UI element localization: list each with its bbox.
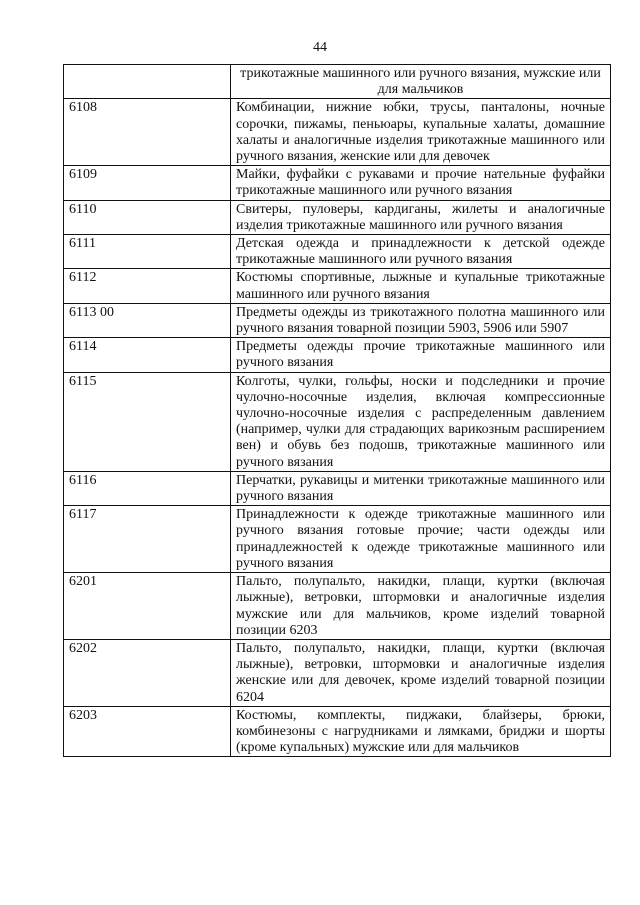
description-cell: Детская одежда и принадлежности к детской одежде трикотажные машинного или ручного вязания — [231, 235, 611, 269]
table-row — [64, 573, 611, 640]
code-cell — [64, 65, 231, 99]
description-cell: Пальто, полупальто, накидки, плащи, куртки (включая лыжные), ветровки, штормовки и аналогичные изделия мужские или для мальчиков, кроме изделий товарной позиции 6203 — [231, 573, 611, 640]
table-row — [64, 639, 611, 706]
table-row — [64, 303, 611, 337]
code-cell: 6201 — [64, 573, 231, 640]
table-row — [64, 99, 611, 166]
code-cell: 6110 — [64, 200, 231, 234]
code-cell: 6116 — [64, 471, 231, 505]
code-cell: 6111 — [64, 235, 231, 269]
code-cell: 6117 — [64, 506, 231, 573]
description-cell: Предметы одежды прочие трикотажные машинного или ручного вязания — [231, 338, 611, 372]
table-row — [64, 506, 611, 573]
table-row — [64, 65, 611, 99]
description-cell: Предметы одежды из трикотажного полотна машинного или ручного вязания товарной позиции 5903, 5906 или 5907 — [231, 303, 611, 337]
code-cell: 6202 — [64, 639, 231, 706]
table-row — [64, 269, 611, 303]
description-cell: трикотажные машинного или ручного вязания, мужские или для мальчиков — [231, 65, 611, 99]
code-cell: 6112 — [64, 269, 231, 303]
description-cell: Костюмы, комплекты, пиджаки, блайзеры, брюки, комбинезоны с нагрудниками и лямками, бриджи и шорты (кроме купальных) мужские или для мальчиков — [231, 706, 611, 757]
description-cell: Пальто, полупальто, накидки, плащи, куртки (включая лыжные), ветровки, штормовки и аналогичные изделия женские или для девочек, кроме изделий товарной позиции 6204 — [231, 639, 611, 706]
code-cell: 6114 — [64, 338, 231, 372]
code-cell: 6108 — [64, 99, 231, 166]
description-cell: Принадлежности к одежде трикотажные машинного или ручного вязания готовые прочие; части одежды или принадлежностей к одежде трикотажные машинного или ручного вязания — [231, 506, 611, 573]
table-row — [64, 338, 611, 372]
table-row — [64, 706, 611, 757]
description-cell: Костюмы спортивные, лыжные и купальные трикотажные машинного или ручного вязания — [231, 269, 611, 303]
table-row — [64, 166, 611, 200]
table-row — [64, 235, 611, 269]
code-cell: 6109 — [64, 166, 231, 200]
code-cell: 6203 — [64, 706, 231, 757]
description-cell: Колготы, чулки, гольфы, носки и подследники и прочие чулочно-носочные изделия, включая компрессионные чулочно-носочные изделия с распределенным давлением (например, чулки для страдающих варикозным расширением вен) и обувь без подошв, трикотажные машинного или ручного вязания — [231, 372, 611, 471]
description-cell: Комбинации, нижние юбки, трусы, панталоны, ночные сорочки, пижамы, пеньюары, купальные халаты, домашние халаты и аналогичные изделия трикотажные машинного или ручного вязания, женские или для девочек — [231, 99, 611, 166]
table-row — [64, 372, 611, 471]
description-cell: Перчатки, рукавицы и митенки трикотажные машинного или ручного вязания — [231, 471, 611, 505]
description-cell: Майки, фуфайки с рукавами и прочие нательные фуфайки трикотажные машинного или ручного вязания — [231, 166, 611, 200]
commodity-code-table — [63, 64, 611, 757]
code-cell: 6115 — [64, 372, 231, 471]
code-cell: 6113 00 — [64, 303, 231, 337]
table-row — [64, 471, 611, 505]
description-cell: Свитеры, пуловеры, кардиганы, жилеты и аналогичные изделия трикотажные машинного или ручного вязания — [231, 200, 611, 234]
page-number: 44 — [313, 40, 327, 55]
table-row — [64, 200, 611, 234]
